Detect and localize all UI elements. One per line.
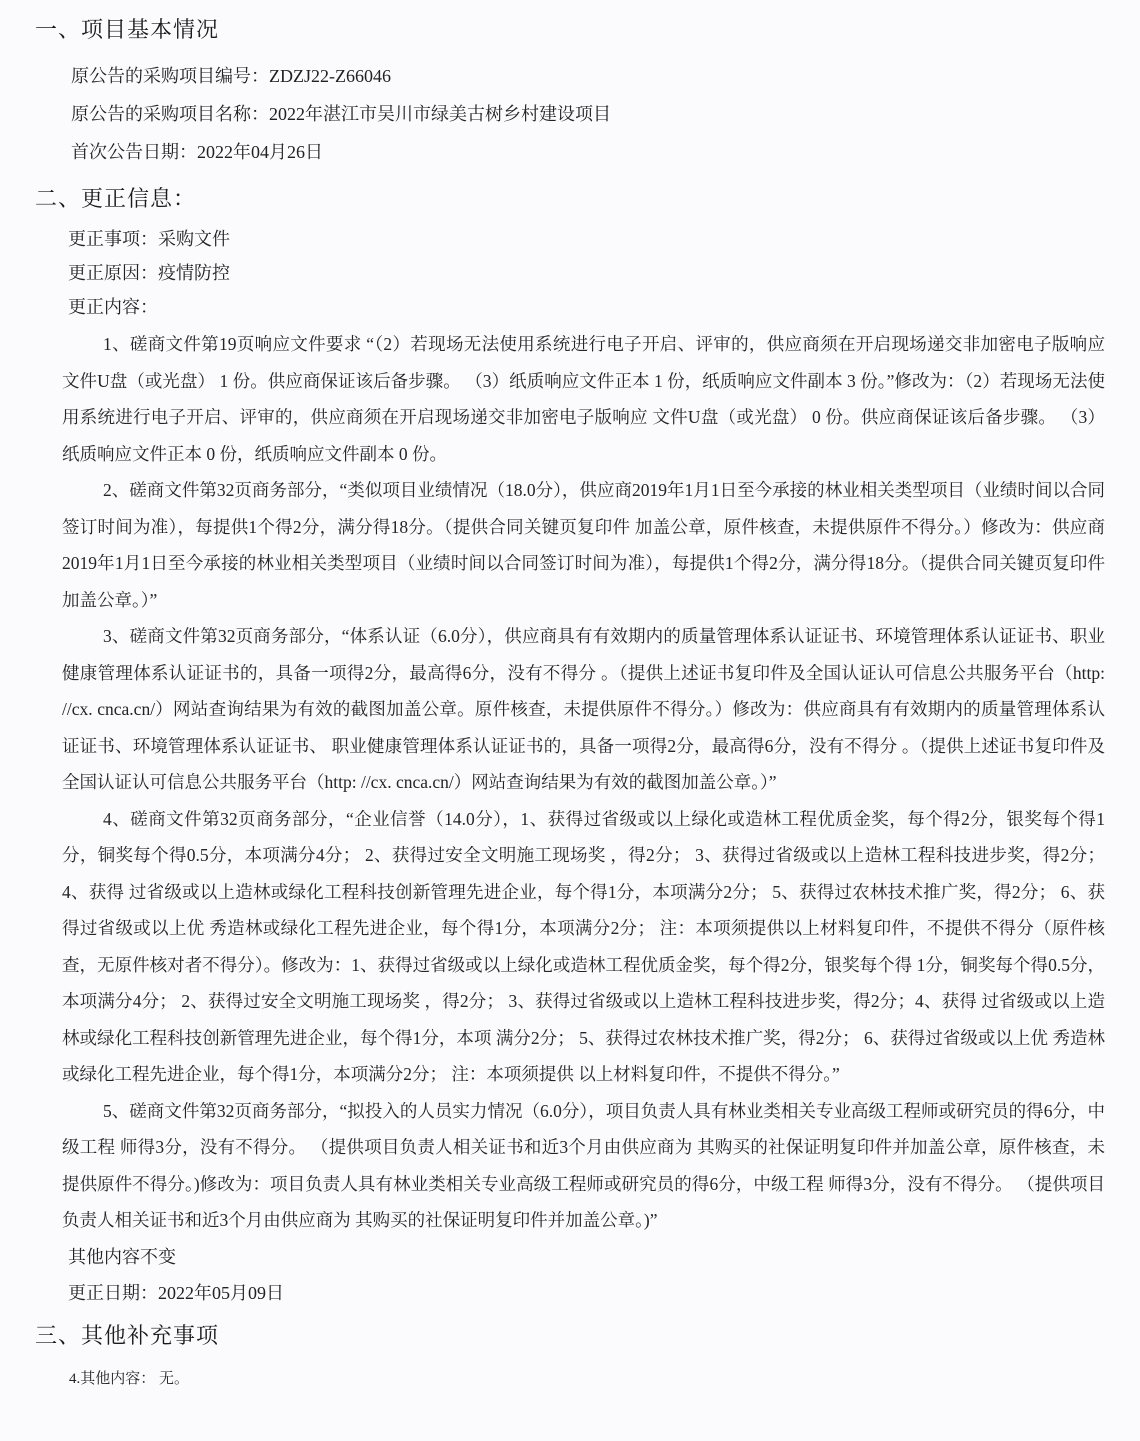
correction-reason-line: 更正原因：疫情防控 (68, 263, 230, 283)
correction-paragraph-2: 2、磋商文件第32页商务部分，“类似项目业绩情况（18.0分），供应商2019年1月1日至今承接的林业相关类型项目（业绩时间以合同签订时间为准），每提供1个得2分，满分得18分。（提供合同关键页复印件 加盖公章，原件核查，未提供原件不得分。）修改为：供应商2019年1月1日至今承接的林业相关类型项目（业绩时间以合同签订时间为准），每提供1个得2分，满分得18分。（提供合同关键页复印件加盖公章。）” (62, 480, 1105, 610)
section2-fields-block (35, 222, 1105, 324)
correction-date-line: 更正日期：2022年05月09日 (68, 1283, 284, 1303)
correction-content-paragraphs (35, 326, 1105, 1239)
section1-info-block (35, 57, 1105, 171)
section1-heading: 一、项目基本情况 (35, 17, 220, 42)
section2-heading: 二、更正信息： (35, 186, 197, 211)
section2-closing-block (35, 1239, 1105, 1312)
first-announcement-date-line: 首次公告日期：2022年04月26日 (71, 142, 323, 162)
correction-item-line: 更正事项：采购文件 (68, 229, 230, 249)
other-content-unchanged-line: 其他内容不变 (68, 1246, 176, 1267)
correction-paragraph-4: 4、磋商文件第32页商务部分，“企业信誉（14.0分），1、获得过省级或以上绿化或造林工程优质金奖，每个得2分，银奖每个得1分，铜奖每个得0.5分，本项满分4分； 2、获得过安全文明施工现场奖 ，得2分； 3、获得过省级或以上造林工程科技进步奖，得2分； 4、获得 过省级或以上造林或绿化工程科技创新管理先进企业，每个得1分，本项满分2分； 5、获得过农林技术推广奖，得2分； 6、获得过省级或以上优 秀造林或绿化工程先进企业，每个得1分，本项满分2分； 注：本项须提供以上材料复印件，不提供不得分（原件核查，无原件核对者不得分）。修改为：1、获得过省级或以上绿化或造林工程优质金奖，每个得2分，银奖每个得 1分，铜奖每个得0.5分，本项满分4分； 2、获得过安全文明施工现场奖 ，得2分； 3、获得过省级或以上造林工程科技进步奖，得2分；4、获得 过省级或以上造林或绿化工程科技创新管理先进企业，每个得1分，本项 满分2分； 5、获得过农林技术推广奖，得2分； 6、获得过省级或以上优 秀造林或绿化工程先进企业，每个得1分，本项满分2分； 注：本项须提供 以上材料复印件，不提供不得分。” (62, 808, 1105, 1084)
correction-content-label: 更正内容： (68, 297, 158, 317)
correction-paragraph-3: 3、磋商文件第32页商务部分，“体系认证（6.0分），供应商具有有效期内的质量管理体系认证证书、环境管理体系认证证书、职业健康管理体系认证证书的，具备一项得2分，最高得6分，没有不得分 。（提供上述证书复印件及全国认证认可信息公共服务平台（http: //cx. cnca.cn/）网站查询结果为有效的截图加盖公章。原件核查，未提供原件不得分。）修改为：供应商具有有效期内的质量管理体系认证证书、环境管理体系认证证书、 职业健康管理体系认证证书的，具备一项得2分，最高得6分，没有不得分 。（提供上述证书复印件及全国认证认可信息公共服务平台（http: //cx. cnca.cn/）网站查询结果为有效的截图加盖公章。）” (62, 626, 1105, 792)
correction-paragraph-1: 1、磋商文件第19页响应文件要求 “（2）若现场无法使用系统进行电子开启、评审的，供应商须在开启现场递交非加密电子版响应 文件U盘（或光盘） 1 份。供应商保证该后备步骤。 （3）纸质响应文件正本 1 份，纸质响应文件副本 3 份。”修改为：（2）若现场无法使用系统进行电子开启、评审的，供应商须在开启现场递交非加密电子版响应 文件U盘（或光盘） 0 份。供应商保证该后备步骤。 （3）纸质响应文件正本 0 份，纸质响应文件副本 0 份。 (62, 334, 1105, 464)
section3-heading: 三、其他补充事项 (35, 1322, 220, 1348)
other-content-note: 4.其他内容： 无。 (69, 1370, 190, 1387)
correction-paragraph-5: 5、磋商文件第32页商务部分，“拟投入的人员实力情况（6.0分），项目负责人具有林业类相关专业高级工程师或研究员的得6分，中级工程 师得3分，没有不得分。 （提供项目负责人相关证书和近3个月由供应商为 其购买的社保证明复印件并加盖公章，原件核查，未提供原件不得分。)修改为：项目负责人具有林业类相关专业高级工程师或研究员的得6分，中级工程 师得3分，没有不得分。 （提供项目负责人相关证书和近3个月由供应商为 其购买的社保证明复印件并加盖公章。)” (62, 1100, 1105, 1230)
original-project-number-line: 原公告的采购项目编号：ZDZJ22-Z66046 (71, 66, 391, 86)
original-project-name-line: 原公告的采购项目名称：2022年湛江市吴川市绿美古树乡村建设项目 (71, 104, 611, 124)
